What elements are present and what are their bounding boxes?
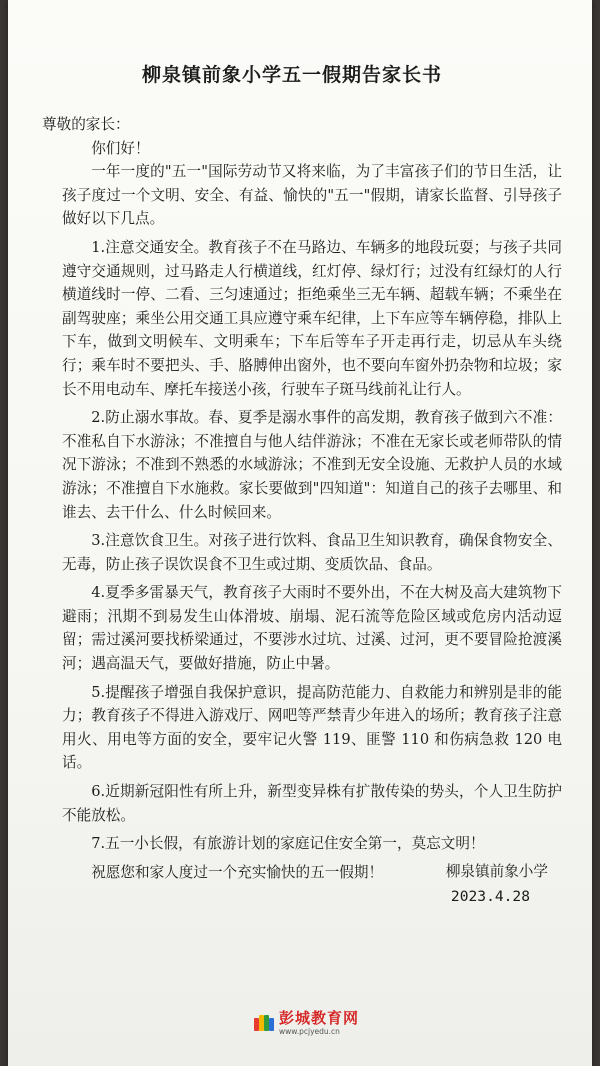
greeting: 你们好！ xyxy=(91,139,150,157)
signature-school: 柳泉镇前象小学 xyxy=(445,863,548,880)
watermark xyxy=(253,1003,359,1043)
weather-safety-paragraph: 4.夏季多雷暴天气，教育孩子大雨时不要外出，不在大树及高大建筑物下避雨；汛期不到易发生山体滑坡、崩塌、泥石流等危险区域或危房内活动逗留；需过溪河要找桥梁通过，不要涉水过坑、过溪、过河，更不要冒险抢渡溪河；遇高温天气，要做好措施，防止中暑。 xyxy=(62,584,562,673)
watermark-url: www.pcjyedu.cn xyxy=(279,1026,340,1036)
intro-paragraph: 一年一度的"五一"国际劳动节又将来临，为了丰富孩子们的节日生活，让孩子度过一个文明、安全、有益、愉快的"五一"假期，请家长监督、引导孩子做好以下几点。 xyxy=(62,163,562,228)
travel-paragraph: 7.五一小长假，有旅游计划的家庭记住安全第一，莫忘文明！ xyxy=(91,835,485,853)
signature-date: 2023.4.28 xyxy=(450,888,530,905)
letter-body xyxy=(42,113,562,884)
watermark-name: 彭城教育网 xyxy=(279,1008,360,1027)
closing-wish: 祝愿您和家人度过一个充实愉快的五一假期！ xyxy=(91,863,384,881)
traffic-safety-paragraph: 1.注意交通安全。教育孩子不在马路边、车辆多的地段玩耍；与孩子共同遵守交通规则，过马路走人行横道线，红灯停、绿灯行；过没有红绿灯的人行横道线时一停、二看、三匀速通过；拒绝乘坐三无车辆、超载车辆；不乘坐在副驾驶座；乘坐公用交通工具应遵守乘车纪律，上下车应等车辆停稳，排队上下车，做到文明候车、文明乘车；下车后等车子开走再行走，切忌从车头绕行；乘车时不要把头、手、胳膊伸出窗外，也不要向车窗外扔杂物和垃圾；家长不用电动车、摩托车接送小孩，行驶车子斑马线前礼让行人。 xyxy=(62,238,562,398)
salutation: 尊敬的家长： xyxy=(42,116,130,133)
food-hygiene-paragraph: 3.注意饮食卫生。对孩子进行饮料、食品卫生知识教育，确保食物安全、无毒，防止孩子误饮误食不卫生或过期、变质饮品、食品。 xyxy=(62,532,562,573)
book-logo-icon xyxy=(253,1012,275,1034)
drowning-prevention-paragraph: 2.防止溺水事故。春、夏季是溺水事件的高发期，教育孩子做到六不准：不准私自下水游泳；不准擅自与他人结伴游泳；不准在无家长或老师带队的情况下游泳；不准到不熟悉的水域游泳；不准到无安全设施、无救护人员的水域游泳；不准擅自下水施救。家长要做到"四知道"：知道自己的孩子去哪里、和谁去、去干什么、什么时候回来。 xyxy=(62,409,562,521)
self-protection-paragraph: 5.提醒孩子增强自我保护意识，提高防范能力、自救能力和辨别是非的能力；教育孩子不得进入游戏厅、网吧等严禁青少年进入的场所；教育孩子注意用火、用电等方面的安全，要牢记火警 119、匪警 110 和伤病急救 120 电话。 xyxy=(62,683,562,772)
letter-title: 柳泉镇前象小学五一假期告家长书 xyxy=(141,64,442,86)
hygiene-paragraph: 6.近期新冠阳性有所上升，新型变异株有扩散传染的势头，个人卫生防护不能放松。 xyxy=(62,783,562,824)
